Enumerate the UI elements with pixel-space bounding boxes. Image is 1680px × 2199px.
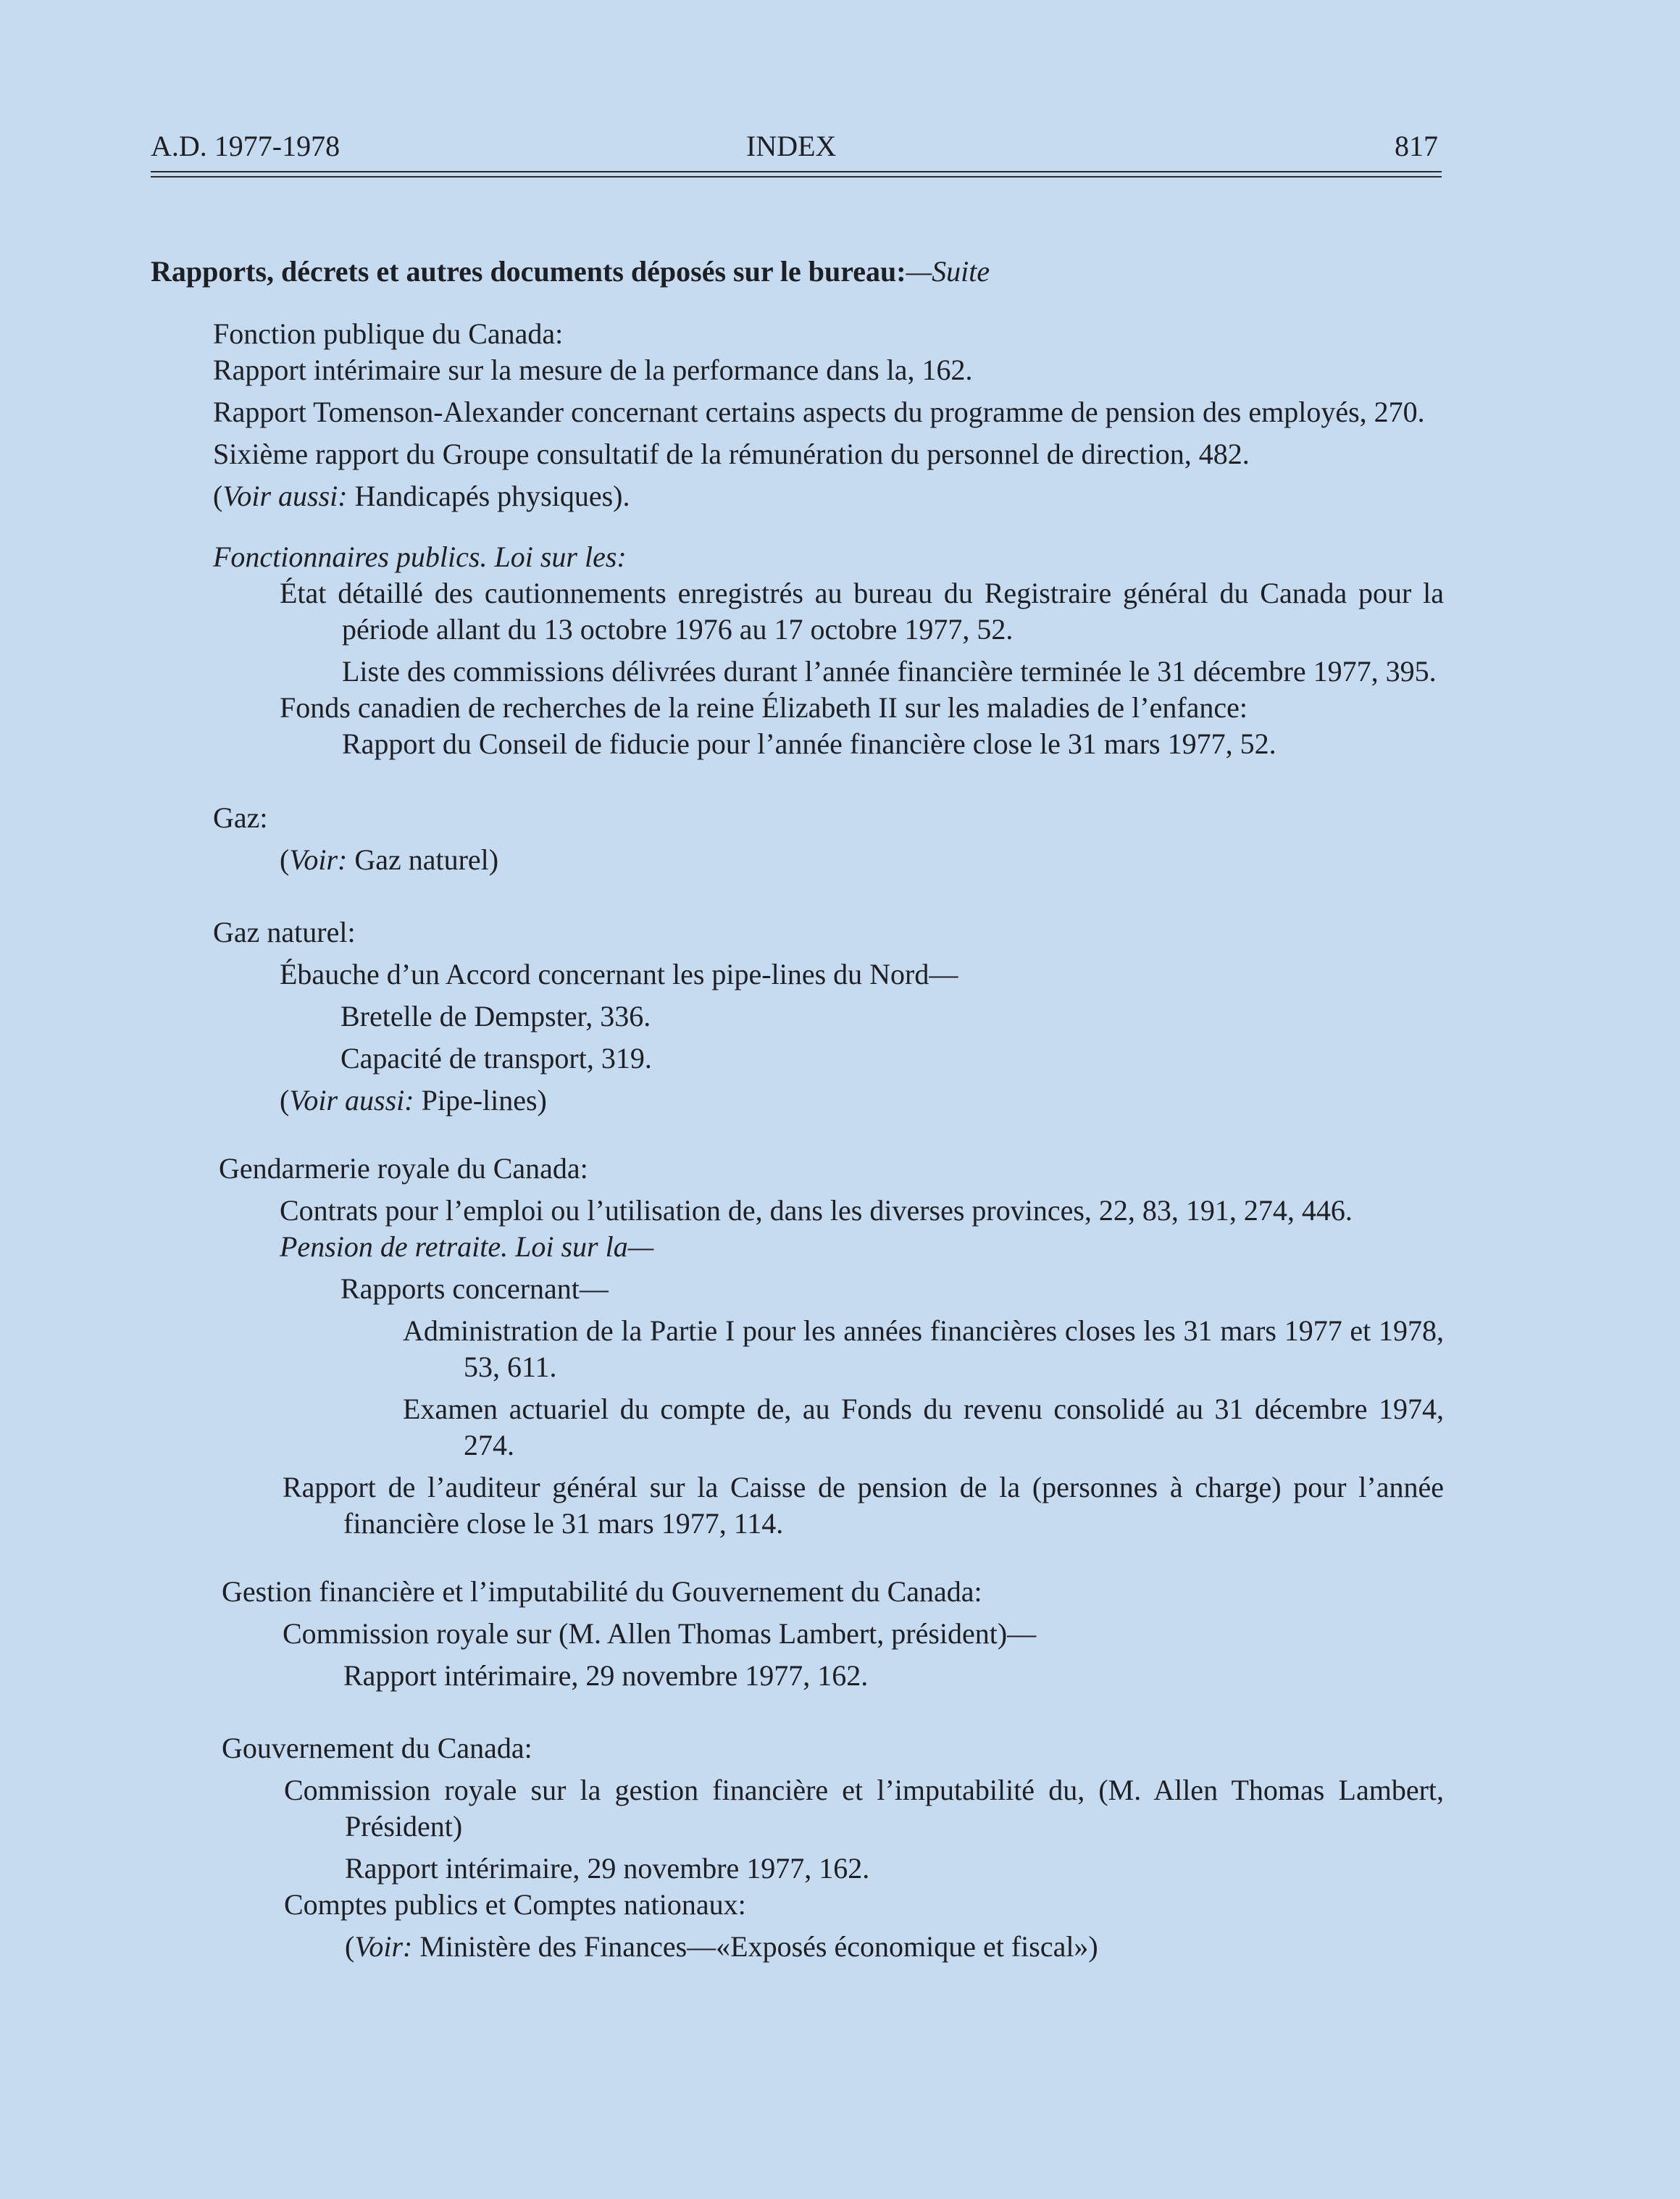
entry-fonction-publique: [151, 316, 1444, 514]
running-header-title: INDEX: [746, 130, 837, 162]
entry-item: Pension de retraite. Loi sur la—: [280, 1230, 654, 1263]
entry-item: Bretelle de Dempster, 336.: [340, 1000, 651, 1032]
cross-reference-text: Handicapés physiques).: [347, 480, 630, 512]
cross-reference-paren: (: [345, 1930, 355, 1963]
header-rule-top: [151, 171, 1442, 172]
entry-item: Comptes publics et Comptes nationaux:: [284, 1888, 746, 1921]
cross-reference-paren: (: [280, 843, 290, 876]
header-rule-bottom: [151, 176, 1442, 178]
cross-reference-label: Voir aussi:: [289, 1084, 414, 1117]
entry-item: Capacité de transport, 319.: [340, 1042, 652, 1075]
entry-item: Rapport intérimaire sur la mesure de la performance dans la, 162.: [213, 354, 973, 386]
entry-gendarmerie-royale: [151, 1151, 1444, 1542]
entry-item: Administration de la Partie I pour les années financières closes les 31 mars 1977 et 1978, 53, 611.: [403, 1314, 1444, 1383]
cross-reference-text: Gaz naturel): [347, 843, 499, 876]
entry-gestion-financiere: [151, 1574, 1444, 1694]
entry-item: Rapport intérimaire, 29 novembre 1977, 162.: [345, 1852, 870, 1885]
entry-item: Sixième rapport du Groupe consultatif de la rémunération du personnel de direction, 482.: [213, 438, 1250, 470]
cross-reference-text: Pipe-lines): [414, 1084, 547, 1117]
entry-item: Rapports concernant—: [340, 1272, 609, 1305]
entry-item: Rapport intérimaire, 29 novembre 1977, 162.: [343, 1659, 869, 1692]
entry-title: Gestion financière et l’imputabilité du Gouvernement du Canada:: [222, 1575, 982, 1608]
entry-gaz-naturel: [151, 914, 1444, 1119]
entry-item: Contrats pour l’emploi ou l’utilisation de, dans les diverses provinces, 22, 83, 191, 274, 446.: [280, 1194, 1353, 1227]
section-heading-text: Rapports, décrets et autres documents déposés sur le bureau:: [151, 255, 906, 288]
cross-reference-label: Voir aussi:: [222, 480, 348, 512]
entry-item: Ébauche d’un Accord concernant les pipe-lines du Nord—: [280, 958, 958, 990]
entry-item: État détaillé des cautionnements enregistrés au bureau du Registraire général du Canada pour la période allant du 13 octobre 1976 au 17 octobre 1977, 52.: [280, 577, 1444, 646]
cross-reference-label: Voir:: [289, 843, 348, 876]
entry-item: Liste des commissions délivrées durant l’année financière terminée le 31 décembre 1977, 395.: [342, 655, 1437, 688]
entry-title: Gendarmerie royale du Canada:: [219, 1152, 588, 1185]
entry-item: Examen actuariel du compte de, au Fonds du revenu consolidé au 31 décembre 1974, 274.: [403, 1393, 1444, 1461]
index-body: [151, 254, 1444, 1990]
entry-title: Gouvernement du Canada:: [222, 1732, 532, 1764]
section-heading-suite: —Suite: [906, 255, 990, 288]
cross-reference-text: Ministère des Finances—«Exposés économique et fiscal»): [412, 1930, 1098, 1963]
entry-title: Fonction publique du Canada:: [213, 317, 564, 350]
entry-item: Rapport Tomenson-Alexander concernant certains aspects du programme de pension des employés, 270.: [213, 396, 1425, 428]
entry-fonctionnaires-publics: [151, 539, 1444, 762]
entry-gouvernement-du-canada: [151, 1730, 1444, 1965]
entry-title: Fonctionnaires publics. Loi sur les:: [213, 541, 627, 573]
entry-title: Gaz naturel:: [213, 916, 356, 948]
entry-title: Gaz:: [213, 801, 268, 834]
cross-reference: [151, 1082, 1444, 1119]
entry-item: Rapport de l’auditeur général sur la Caisse de pension de la (personnes à charge) pour l’année financière close le 31 mars 1977, 114.: [283, 1471, 1444, 1540]
cross-reference: [151, 478, 1444, 514]
cross-reference: [151, 842, 1444, 878]
entry-item: Fonds canadien de recherches de la reine Élizabeth II sur les maladies de l’enfance:: [280, 691, 1248, 724]
entry-item: Rapport du Conseil de fiducie pour l’année financière close le 31 mars 1977, 52.: [342, 727, 1276, 760]
entry-item: Commission royale sur (M. Allen Thomas Lambert, président)—: [283, 1617, 1037, 1650]
entry-item: Commission royale sur la gestion financière et l’imputabilité du, (M. Allen Thomas Lambert, Président): [284, 1774, 1444, 1843]
page-number: 817: [1395, 130, 1438, 162]
cross-reference-label: Voir:: [354, 1930, 413, 1963]
cross-reference: [151, 1929, 1444, 1965]
running-header-years: A.D. 1977-1978: [151, 130, 340, 162]
section-heading: [151, 254, 1444, 290]
cross-reference-paren: (: [280, 1084, 290, 1117]
entry-gaz: [151, 800, 1444, 878]
cross-reference-paren: (: [213, 480, 223, 512]
